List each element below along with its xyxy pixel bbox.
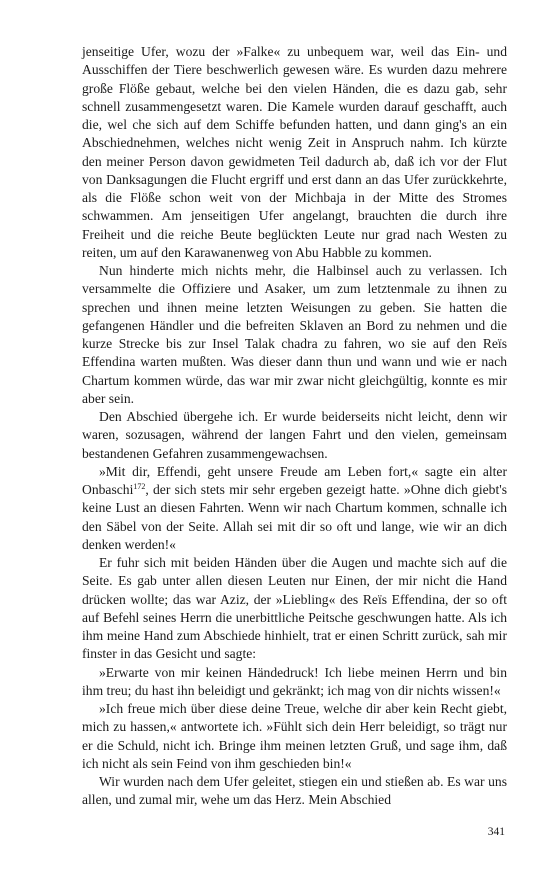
- body-text: [82, 43, 507, 810]
- page-number: 341: [487, 826, 505, 838]
- paragraph-7: »Ich freue mich über diese deine Treue, welche dir aber kein Recht giebt, mich zu hassen,« antwortete ich. »Fühlt sich dein Herr beleidigt, so trägt nur er die Schuld, nicht ich. Bringe ihm meinen letzten Gruß, und sage ihm, daß ich nicht als sein Feind von ihm geschieden bin!«: [82, 701, 507, 771]
- paragraph-4-start: »Mit dir, Effendi, geht unsere Freude am Leben fort,« sagte ein alter Onbaschi: [82, 463, 507, 497]
- paragraph-2: Nun hinderte mich nichts mehr, die Halbinsel auch zu verlassen. Ich versammelte die Offiziere und Asaker, um zum letztenmale zu ihnen zu sprechen und ihnen meine letzten Weisungen zu geben. Sie hatten die gefangenen Händler und die befreiten Sklaven an Bord zu nehmen und die kurze Strecke bis zur Insel Talak chadra zu fahren, wo sie auf den Reïs Effendina warten mußten. Was dieser dann thun und wann und wie er nach Chartum kommen würde, das war mir zwar nicht gleichgültig, konnte es mir aber sein.: [82, 263, 507, 406]
- paragraph-4: [82, 463, 507, 554]
- paragraph-4-end: , der sich stets mir sehr ergeben gezeigt hatte. »Ohne dich giebt's keine Lust an diesen Fahrten. Wenn wir nach Chartum kommen, schnalle ich den Säbel von der Seite. Allah sei mit dir so oft und lange, wie wir an dich denken werden!«: [82, 482, 507, 552]
- footnote-reference: 172: [133, 482, 146, 491]
- paragraph-3: Den Abschied übergehe ich. Er wurde beiderseits nicht leicht, denn wir waren, sozusagen, während der langen Fahrt und den vielen, gemeinsam bestandenen Gefahren zusammengewachsen.: [82, 409, 507, 461]
- paragraph-1: jenseitige Ufer, wozu der »Falke« zu unbequem war, weil das Ein- und Ausschiffen der Tiere beschwerlich gewesen wäre. Es wurden dazu mehrere große Flöße gebaut, welche bei den vielen Händen, die es dazu gab, sehr schnell zusammengesetzt waren. Die Kamele wurden darauf geschafft, auch die, wel che sich auf dem Schiffe befunden hatten, und dann ging's an ein Abschiednehmen, welches nicht wenig Zeit in Anspruch nahm. Ich kürzte den meiner Person davon gewidmeten Teil dadurch ab, daß ich vor der Flut von Danksagungen die Flucht ergriff und erst dann an das Ufer zurückkehrte, als die Flöße schon weit von der Michbaja in der Mitte des Stromes schwammen. Am jenseitigen Ufer angelangt, brauchten die durch ihre Freiheit und die reiche Beute beglückten Leute nur grad nach Westen zu reiten, um auf den Karawanenweg von Abu Habble zu kommen.: [82, 44, 507, 260]
- paragraph-8: Wir wurden nach dem Ufer geleitet, stiegen ein und stießen ab. Es war uns allen, und zumal mir, wehe um das Herz. Mein Abschied: [82, 774, 507, 808]
- paragraph-5: Er fuhr sich mit beiden Händen über die Augen und machte sich auf die Seite. Es gab unter allen diesen Leuten nur Einen, der mir nicht die Hand drücken wollte; das war Aziz, der »Liebling« des Reïs Effendina, der so oft auf Befehl seines Herrn die unerbittliche Peitsche geschwungen hatte. Als ich ihm meine Hand zum Abschiede hinhielt, trat er einen Schritt zurück, sah mir finster in das Gesicht und sagte:: [82, 555, 507, 662]
- paragraph-6: »Erwarte von mir keinen Händedruck! Ich liebe meinen Herrn und bin ihm treu; du hast ihn beleidigt und gekränkt; ich mag von dir nichts wissen!«: [82, 664, 507, 698]
